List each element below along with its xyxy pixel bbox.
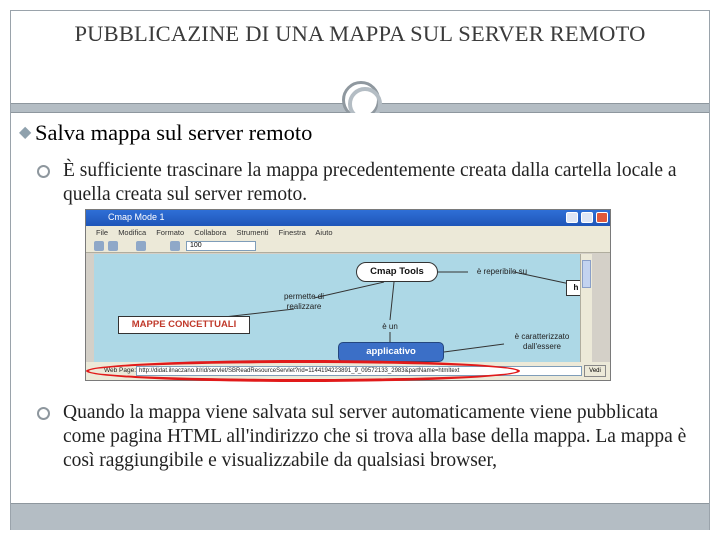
zoom-icon[interactable] (170, 241, 180, 251)
window-titlebar (86, 210, 611, 226)
bullet-arrow-icon: ◆ (19, 124, 32, 141)
forward-icon[interactable] (108, 241, 118, 251)
close-button[interactable] (596, 212, 608, 223)
scroll-thumb[interactable] (582, 260, 591, 288)
link-permette: permette di realizzare (283, 292, 325, 311)
view-icon[interactable] (136, 241, 146, 251)
main-bullet-text: Salva mappa sul server remoto (35, 120, 313, 145)
bullet-circle-icon (37, 165, 50, 178)
zoom-select[interactable]: 100 (186, 241, 256, 251)
view-button[interactable]: Vedi (584, 365, 606, 377)
menu-bar (86, 226, 611, 239)
sub-bullet-publish (37, 401, 701, 473)
menu-formato[interactable]: Formato (156, 228, 185, 237)
link-e-un: è un (382, 322, 398, 331)
menu-aiuto[interactable]: Aiuto (315, 228, 333, 237)
back-icon[interactable] (94, 241, 104, 251)
cmaptools-screenshot (85, 209, 611, 381)
sub-bullet-publish-text: Quando la mappa viene salvata sul server automaticamente viene pubblicata come pagina HTML all'indirizzo che si trova alla base della mappa. La mappa è così raggiungibile e visualizzabile da qualsiasi browser, (63, 402, 687, 471)
link-caratterizzato: è caratterizzato dall'essere (514, 332, 570, 351)
menu-collabora[interactable]: Collabora (194, 228, 227, 237)
bullet-circle-icon (37, 407, 50, 420)
link-reperibile: è reperibile su (476, 267, 528, 276)
node-partial[interactable]: h (566, 280, 580, 296)
vertical-scrollbar[interactable] (580, 254, 592, 362)
menu-file[interactable]: File (96, 228, 109, 237)
footer-bar (11, 503, 709, 530)
menu-finestra[interactable]: Finestra (278, 228, 306, 237)
node-mappe-concettuali[interactable]: MAPPE CONCETTUALI (118, 316, 250, 334)
url-highlight-oval (86, 360, 520, 382)
main-bullet (19, 119, 312, 147)
window-title: Cmap Mode 1 (108, 212, 165, 222)
menu-strumenti[interactable]: Strumenti (236, 228, 269, 237)
toolbar (86, 239, 611, 253)
node-cmap-tools[interactable]: Cmap Tools (356, 262, 438, 282)
web-page-url-field[interactable]: http://didat.ilnaczano.it/rid/servlet/SBReadResourceServlet?rid=1144194223891_9_09572133_2983&partName=htmltext (136, 366, 582, 376)
sub-bullet-drag-text: È sufficiente trascinare la mappa precedentemente creata dalla cartella locale a quella creata sul server remoto. (63, 160, 677, 205)
map-canvas[interactable] (94, 254, 580, 362)
node-applicativo[interactable]: applicativo (338, 342, 444, 362)
url-label: Web Page: (104, 367, 137, 374)
maximize-button[interactable] (581, 212, 593, 223)
sub-bullet-drag (37, 159, 697, 207)
slide-title: PUBBLICAZINE DI UNA MAPPA SUL SERVER REMOTO (74, 21, 646, 46)
minimize-button[interactable] (566, 212, 578, 223)
menu-modifica[interactable]: Modifica (118, 228, 147, 237)
